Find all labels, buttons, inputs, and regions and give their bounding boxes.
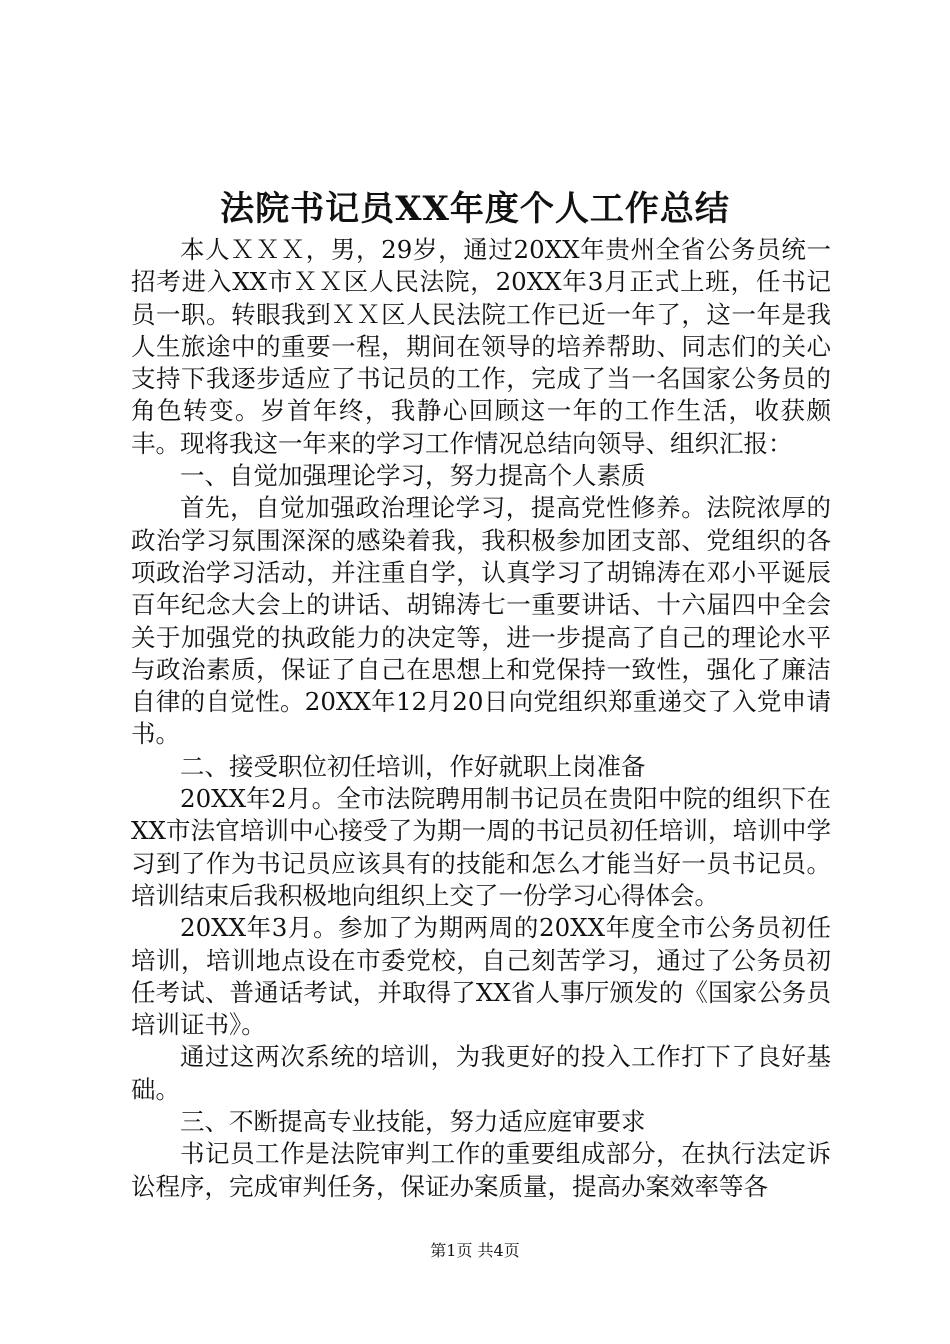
page-number-footer: 第1页 共4页 [430,1241,520,1260]
paragraph-intro: 本人ＸＸＸ，男，29岁，通过20XX年贵州全省公务员统一招考进入XX市ＸＸ区人民法院，20XX年3月正式上班，任书记员一职。转眼我到ＸＸ区人民法院工作已近一年了，这一年是我人生旅途中的重要一程，期间在领导的培养帮助、同志们的关心支持下我逐步适应了书记员的工作，完成了当一名国家公务员的角色转变。岁首年终，我静心回顾这一年的工作生活，收获颇丰。现将我这一年来的学习工作情况总结向领导、组织汇报： [131,235,831,458]
section-heading-2: 二、接受职位初任培训，作好就职上岗准备 [180,751,646,781]
document-body [131,234,831,1203]
section-heading-1: 一、自觉加强理论学习，努力提高个人素质 [180,461,646,491]
document-title: 法院书记员XX年度个人工作总结 [220,189,730,229]
paragraph-training-1: 20XX年2月。全市法院聘用制书记员在贵阳中院的组织下在XX市法官培训中心接受了为期一周的书记员初任培训，培训中学习到了作为书记员应该具有的技能和怎么才能当好一员书记员。培训结束后我积极地向组织上交了一份学习心得体会。 [131,784,831,910]
paragraph-clerk-work: 书记员工作是法院审判工作的重要组成部分，在执行法定诉讼程序，完成审判任务，保证办案质量，提高办案效率等各 [131,1139,831,1201]
paragraph-study: 首先，自觉加强政治理论学习，提高党性修养。法院浓厚的政治学习氛围深深的感染着我，我积极参加团支部、党组织的各项政治学习活动，并注重自学，认真学习了胡锦涛在邓小平诞辰百年纪念大会上的讲话、胡锦涛七一重要讲话、十六届四中全会关于加强党的执政能力的决定等，进一步提高了自己的理论水平与政治素质，保证了自己在思想上和党保持一致性，强化了廉洁自律的自觉性。20XX年12月20日向党组织郑重递交了入党申请书。 [131,493,831,749]
paragraph-training-summary: 通过这两次系统的培训，为我更好的投入工作打下了良好基础。 [131,1042,831,1104]
paragraph-training-2: 20XX年3月。参加了为期两周的20XX年度全市公务员初任培训，培训地点设在市委党校，自己刻苦学习，通过了公务员初任考试、普通话考试，并取得了XX省人事厅颁发的《国家公务员培训证书》。 [131,913,831,1040]
section-heading-3: 三、不断提高专业技能，努力适应庭审要求 [180,1107,646,1137]
